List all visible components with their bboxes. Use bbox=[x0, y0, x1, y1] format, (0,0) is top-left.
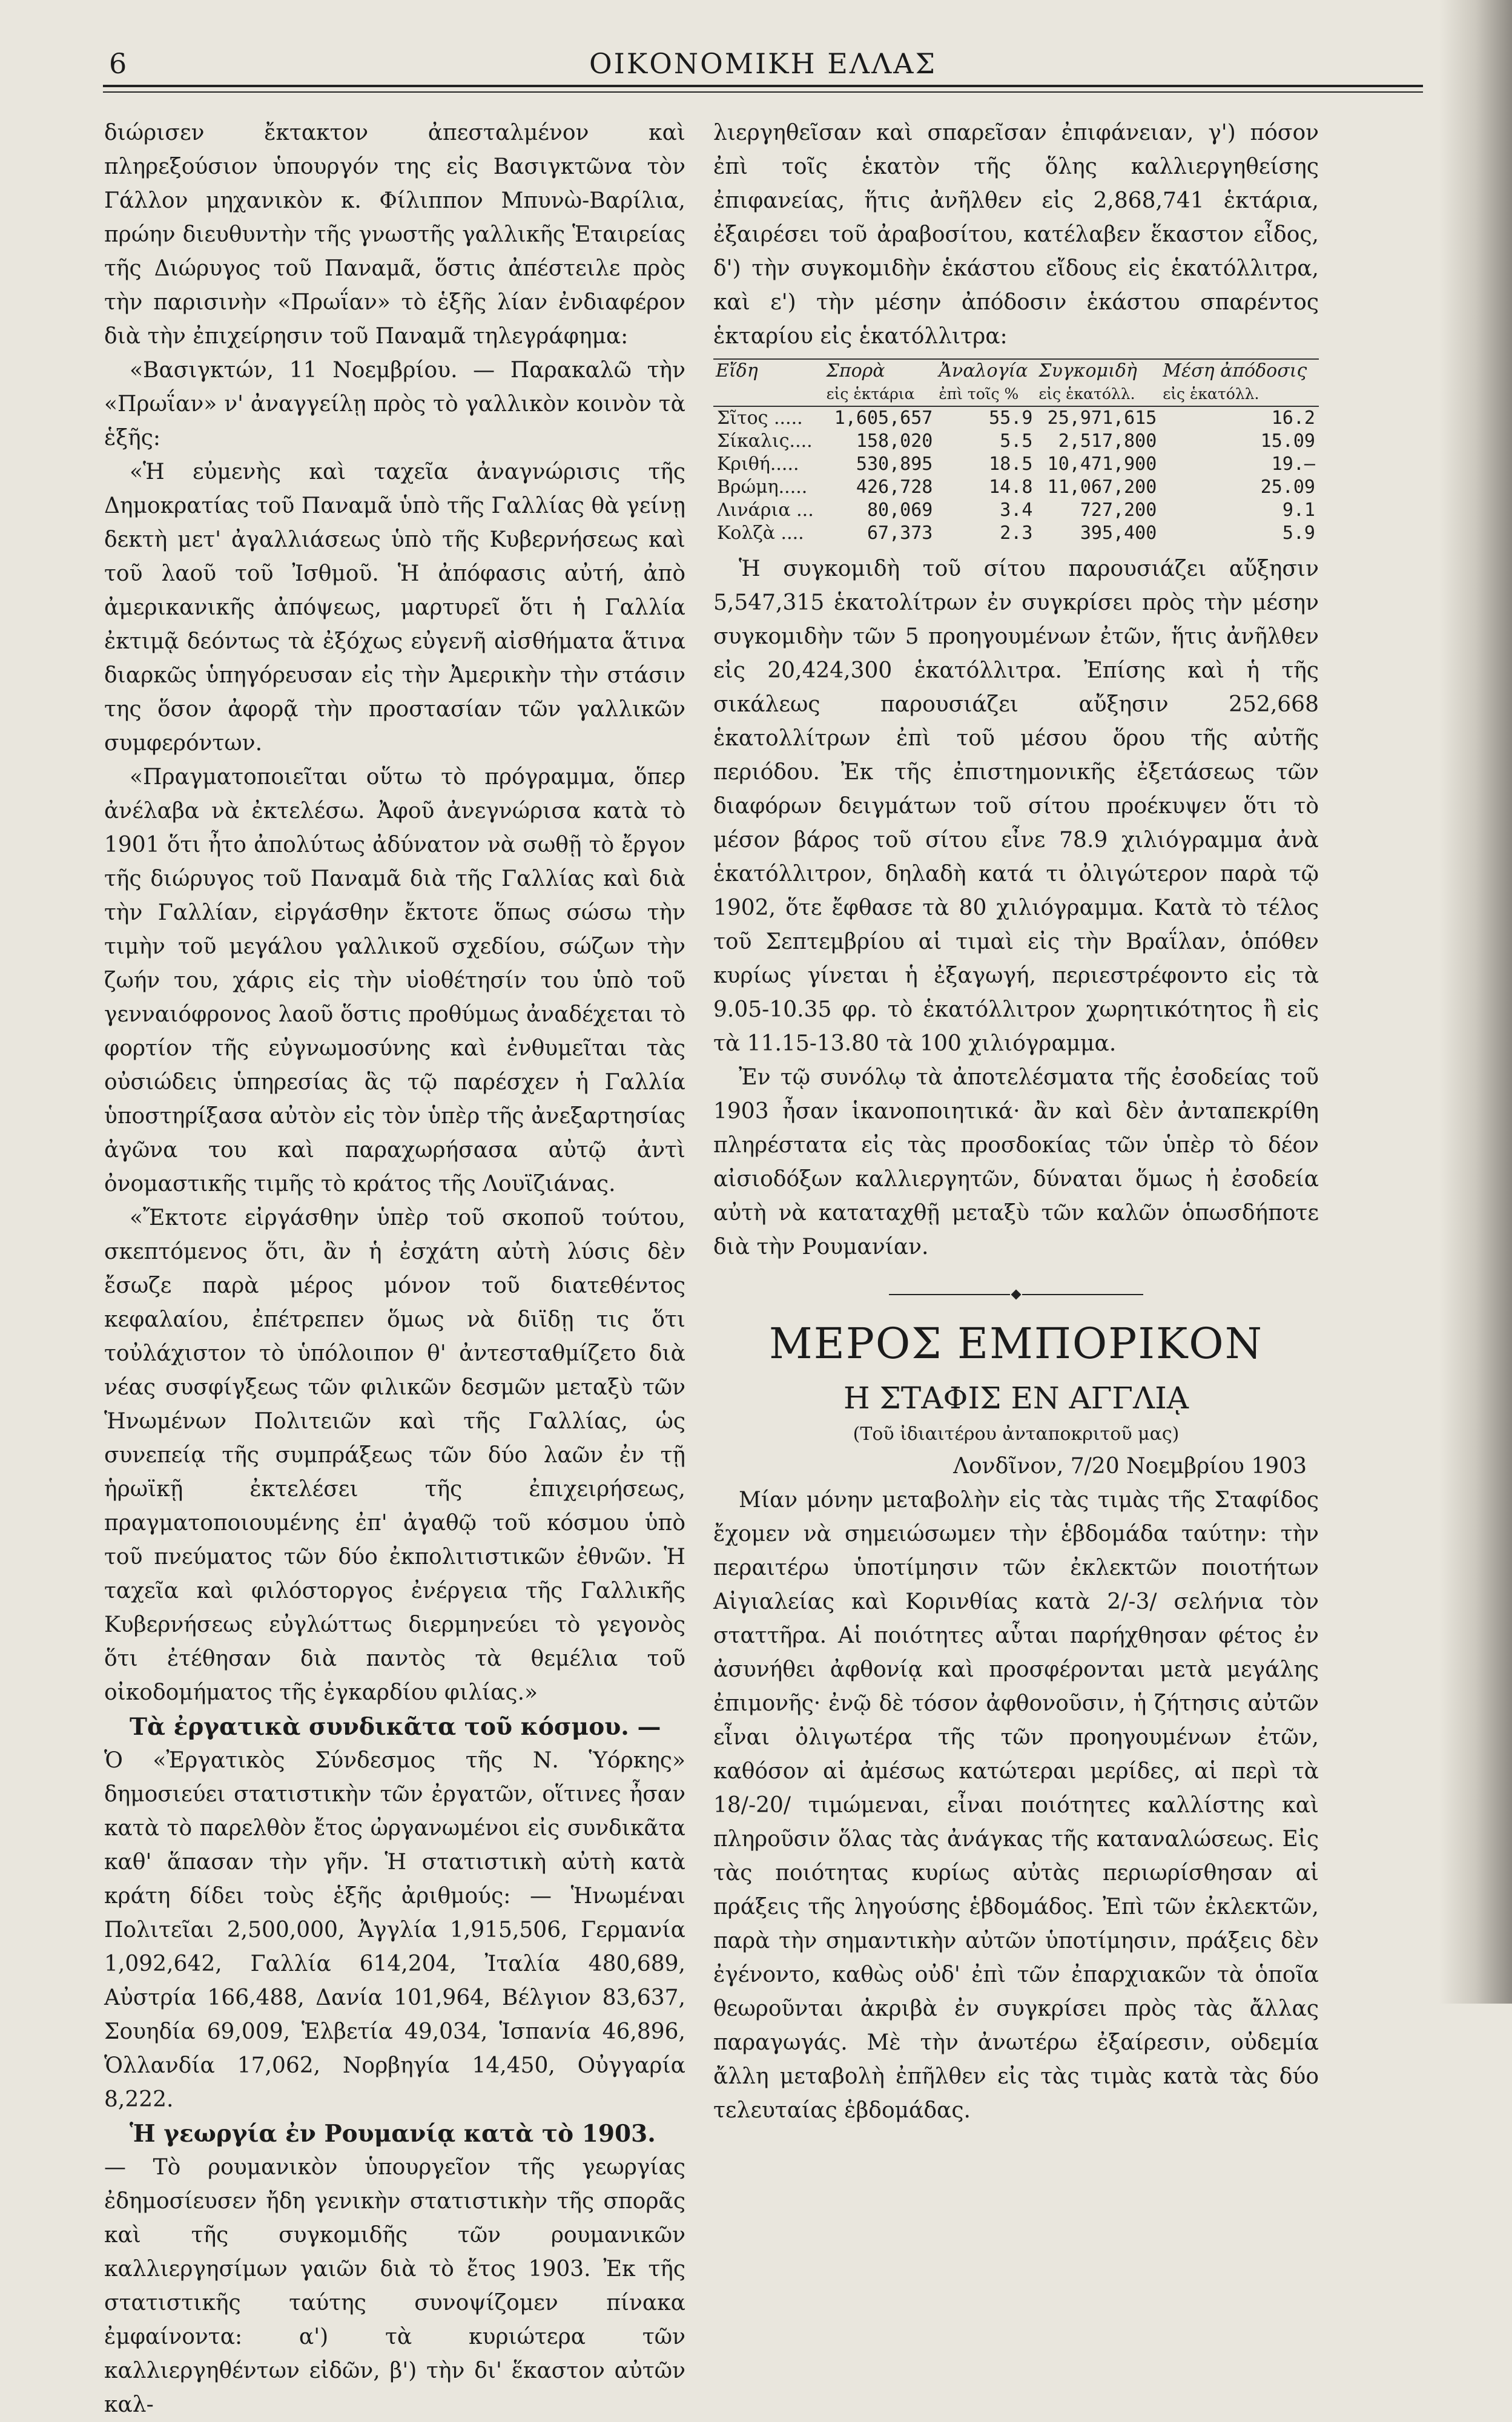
table-row bbox=[713, 499, 1319, 522]
table-cell: 18.5 bbox=[989, 454, 1033, 475]
article-heading: Ἡ γεωργία ἐν Ρουμανίᾳ κατὰ τὸ 1903. bbox=[130, 2120, 656, 2148]
paragraph: Ἐν τῷ συνόλῳ τὰ ἀποτελέσματα τῆς ἐσοδείας τοῦ 1903 ἦσαν ἱκανοποιητικά· ἂν καὶ δὲν ἀνταπεκρίθη πληρέστατα εἰς τὰς προσδοκίας τῶν ὑπὲρ τὸ δέον αἰσιοδόξων καλλιεργητῶν, δύναται ὅμως ἡ ἐσοδεία αὐτὴ νὰ καταταχθῇ μεταξὺ τῶν καλῶν ὁπωσδήποτε διὰ τὴν Ρουμανίαν. bbox=[713, 1065, 1319, 1259]
table-cell: 2,517,800 bbox=[1058, 431, 1157, 452]
left-column bbox=[104, 116, 685, 2422]
paragraph: «Βασιγκτών, 11 Νοεμβρίου. — Παρακαλῶ τὴν «Πρωΐαν» ν' ἀναγγείλῃ πρὸς τὸ γαλλικὸν κοινὸν τὰ ἑξῆς: bbox=[104, 358, 685, 450]
paragraph: Ὁ «Ἐργατικὸς Σύνδεσμος τῆς Ν. Ὑόρκης» δημοσιεύει στατιστικὴν τῶν ἐργατῶν, οἵτινες ἦσαν κατὰ τὸ παρελθὸν ἔτος ὠργανωμένοι εἰς συνδικᾶτα καθ' ἅπασαν τὴν γῆν. Ἡ στατιστικὴ αὐτὴ κατὰ κράτη δίδει τοὺς ἑξῆς ἀριθμούς: — Ἡνωμέναι Πολιτεῖαι 2,500,000, Ἀγγλία 1,915,506, Γερμανία 1,092,642, Γαλλία 614,204, Ἰταλία 480,689, Αὐστρία 166,488, Δανία 101,964, Βέλγιον 83,637, Σουηδία 69,009, Ἑλβετία 49,034, Ἱσπανία 46,896, Ὁλλανδία 17,062, Νορβηγία 14,450, Οὐγγαρία 8,222. bbox=[104, 1748, 685, 2112]
correspondent-note: (Τοῦ ἰδιαιτέρου ἀνταποκριτοῦ μας) bbox=[853, 1424, 1180, 1445]
table-unit: εἰς ἑκτάρια bbox=[824, 383, 937, 406]
table-cell: 16.2 bbox=[1271, 408, 1315, 429]
paragraph: Ἡ συγκομιδὴ τοῦ σίτου παρουσιάζει αὔξησιν 5,547,315 ἑκατολίτρων ἐν συγκρίσει πρὸς τὴν μέσην συγκομιδὴν τῶν 5 προηγουμένων ἐτῶν, ἥτις ἀνῆλθεν εἰς 20,424,300 ἑκατόλλιτρα. Ἐπίσης καὶ ἡ τῆς σικάλεως παρουσιάζει αὔξησιν 252,668 ἑκατολλίτρων ἐπὶ τοῦ μέσου ὅρου τῆς αὐτῆς περιόδου. Ἐκ τῆς ἐπιστημονικῆς ἐξετάσεως τῶν διαφόρων δειγμάτων τοῦ σίτου προέκυψεν ὅτι τὸ μέσον βάρος τοῦ σίτου εἶνε 78.9 χιλιόγραμμα ἀνὰ ἑκατόλλιτρον, δηλαδὴ κατά τι ὀλιγώτερον παρὰ τῷ 1902, ὅτε ἔφθασε τὰ 80 χιλιόγραμμα. Κατὰ τὸ τέλος τοῦ Σεπτεμβρίου αἱ τιμαὶ εἰς τὴν Βραΐλαν, ὁπόθεν κυρίως γίνεται ἡ ἐξαγωγή, περιεστρέφοντο εἰς τὰ 9.05-10.35 φρ. τὸ ἑκατόλλιτρον χωρητικότητος ἢ εἰς τὰ 11.15-13.80 τὰ 100 χιλιόγραμμα. bbox=[713, 556, 1319, 1056]
table-cell: 10,471,900 bbox=[1047, 454, 1157, 475]
table-cell: 25.09 bbox=[1260, 477, 1315, 498]
page-binding-shadow bbox=[1439, 0, 1512, 2004]
running-header bbox=[103, 36, 1423, 91]
paragraph: Μίαν μόνην μεταβολὴν εἰς τὰς τιμὰς τῆς Σταφίδος ἔχομεν νὰ σημειώσωμεν τὴν ἑβδομάδα ταύτην: τὴν περαιτέρω ὑποτίμησιν τῶν ἐκλεκτῶν ποιοτήτων Αἰγιαλείας καὶ Κορινθίας κατὰ 2/-3/ σελήνια τὸν σταττῆρα. Αἱ ποιότητες αὗται παρήχθησαν φέτος ἐν ἀσυνήθει ἀφθονίᾳ καὶ προσφέρονται μετὰ μεγάλης ἐπιμονῆς· ἐνῷ δὲ τόσον ἀφθονοῦσιν, ἡ ζήτησις αὐτῶν εἶναι ὀλιγωτέρα τῆς τῶν προηγουμένων ἐτῶν, καθόσον αἱ ἀμέσως κατώτεραι μερίδες, αἱ περὶ τὰ 18/-20/ τιμώμεναι, εἶναι ποιότητες καλλίστης καὶ πληροῦσιν ὅλας τὰς ἀνάγκας τῆς καταναλώσεως. Εἰς τὰς ποιότητας κυρίως αὐτὰς περιωρίσθησαν αἱ πράξεις τῆς ληγούσης ἑβδομάδος. Ἐπὶ τῶν ἐκλεκτῶν, παρὰ τὴν σημαντικὴν αὐτῶν ὑποτίμησιν, πράξεις δὲν ἐγένοντο, καθὼς οὐδ' ἐπὶ τῶν ἐπαρχιακῶν τὰ ὁποῖα θεωροῦνται ἀκριβὰ ἐν συγκρίσει πρὸς τὰς ἄλλας παραγωγάς. Μὲ τὴν ἀνωτέρω ἐξαίρεσιν, οὐδεμία ἄλλη μεταβολὴ ἐπῆλθεν εἰς τὰς τιμὰς κατὰ τὰς δύο τελευταίας ἑβδομάδας. bbox=[713, 1488, 1319, 2123]
table-row bbox=[713, 476, 1319, 499]
dateline: Λονδῖνον, 7/20 Νοεμβρίου 1903 bbox=[953, 1454, 1307, 1479]
table-header: Ἀναλογία bbox=[936, 359, 1036, 383]
right-column bbox=[713, 116, 1319, 2128]
paragraph: «Ἔκτοτε εἰργάσθην ὑπὲρ τοῦ σκοποῦ τούτου, σκεπτόμενος ὅτι, ἂν ἡ ἐσχάτη αὐτὴ λύσις δὲν ἔσωζε παρὰ μέρος μόνον τοῦ διατεθέντος κεφαλαίου, ἐπέτρεπεν ὅμως νὰ διϊδῃ τις ὅτι τοὐλάχιστον τὸ ὑπόλοιπον θ' ἀντεσταθμίζετο διὰ νέας συσφίγξεως τῶν φιλικῶν δεσμῶν μεταξὺ τῶν Ἡνωμένων Πολιτειῶν καὶ τῆς Γαλλίας, ὡς συνεπείᾳ τῆς συμπράξεως τῶν δύο λαῶν ἐν τῇ ἡρωϊκῇ ἐκτελέσει τῆς ἐπιχειρήσεως, πραγματοποιουμένης ἐπ' ἀγαθῷ τοῦ κόσμου ὑπὸ τοῦ πνεύματος τῶν δύο ἐκπολιτιστικῶν ἐθνῶν. Ἡ ταχεῖα καὶ φιλόστοργος ἐνέργεια τῆς Γαλλικῆς Κυβερνήσεως εὐγλώττως διερμηνεύει τὸ γεγονὸς ὅτι ἐτέθησαν διὰ παντὸς τὰ θεμέλια τοῦ οἰκοδομήματος τῆς ἐγκαρδίου φιλίας.» bbox=[104, 1206, 685, 1705]
crop-statistics-table bbox=[713, 358, 1319, 545]
table-cell: 25,971,615 bbox=[1047, 408, 1157, 429]
table-cell: Βρώμη..... bbox=[717, 477, 808, 498]
table-cell: 1,605,657 bbox=[834, 408, 933, 429]
paragraph: — Τὸ ρουμανικὸν ὑπουργεῖον τῆς γεωργίας ἐδημοσίευσεν ἤδη γενικὴν στατιστικὴν τῆς σπορᾶς καὶ τῆς συγκομιδῆς τῶν ρουμανικῶν καλλιεργησίμων γαιῶν διὰ τὸ ἔτος 1903. Ἐκ τῆς στατιστικῆς ταύτης συνοψίζομεν πίνακα ἐμφαίνοντα: α') τὰ κυριώτερα τῶν καλλιεργηθέντων εἰδῶν, β') τὴν δι' ἕκαστον αὐτῶν καλ- bbox=[104, 2155, 685, 2417]
table-header: Μέση ἀπόδοσις bbox=[1160, 359, 1319, 383]
section-title: ΜΕΡΟΣ ΕΜΠΟΡΙΚΟΝ bbox=[769, 1319, 1263, 1368]
paragraph: διώρισεν ἔκτακτον ἀπεσταλμένον καὶ πληρεξούσιον ὑπουργόν της εἰς Βασιγκτῶνα τὸν Γάλλον μηχανικὸν κ. Φίλιππον Μπυνὼ-Βαρίλια, πρώην διευθυντὴν τῆς γνωστῆς γαλλικῆς Ἑταιρείας τῆς Διώρυγος τοῦ Παναμᾶ, ὅστις ἀπέστειλε πρὸς τὴν παρισινὴν «Πρωΐαν» τὸ ἑξῆς λίαν ἐνδιαφέρον διὰ τὴν ἐπιχείρησιν τοῦ Παναμᾶ τηλεγράφημα: bbox=[104, 120, 685, 349]
table-cell: 3.4 bbox=[1000, 500, 1033, 521]
table-unit: εἰς ἑκατόλλ. bbox=[1036, 383, 1160, 406]
table-unit: ἐπὶ τοῖς % bbox=[936, 383, 1036, 406]
table-cell: 80,069 bbox=[867, 500, 933, 521]
table-cell: 55.9 bbox=[989, 408, 1033, 429]
table-header: Εἴδη bbox=[713, 359, 824, 383]
table-unit bbox=[713, 383, 824, 406]
table-cell: Σίκαλις.... bbox=[717, 431, 813, 452]
table-cell: 158,020 bbox=[856, 431, 933, 452]
table-row bbox=[713, 430, 1319, 453]
publication-title: ΟΙΚΟΝΟΜΙΚΗ ΕΛΛΑΣ bbox=[589, 47, 937, 80]
table-cell: Κριθή..... bbox=[717, 454, 799, 475]
table-cell: 2.3 bbox=[1000, 523, 1033, 544]
table-cell: 15.09 bbox=[1260, 431, 1315, 452]
paragraph: «Πραγματοποιεῖται οὕτω τὸ πρόγραμμα, ὅπερ ἀνέλαβα νὰ ἐκτελέσω. Ἀφοῦ ἀνεγνώρισα κατὰ τὸ 1901 ὅτι ἦτο ἀπολύτως ἀδύνατον νὰ σωθῇ τὸ ἔργον τῆς διώρυγος τοῦ Παναμᾶ διὰ τῆς Γαλλίας καὶ διὰ τὴν Γαλλίαν, εἰργάσθην ἔκτοτε ὅπως σώσω τὴν τιμὴν τοῦ μεγάλου γαλλικοῦ σχεδίου, σώζων τὴν ζωήν του, χάρις εἰς τὴν υἱοθέτησίν του ὑπὸ τοῦ γενναιόφρονος λαοῦ ὅστις προθύμως ἀναδέχεται τὸ φορτίον τῆς εὐγνωμοσύνης καὶ ἐνθυμεῖται τὰς οὐσιώδεις ὑπηρεσίας ἃς τῷ παρέσχεν ἡ Γαλλία ὑποστηρίξασα αὐτὸν εἰς τὸν ὑπὲρ τῆς ἀνεξαρτησίας ἀγῶνα του καὶ παραχωρήσασα αὐτῷ ἀντὶ ὀνομαστικῆς τιμῆς τὸ κράτος τῆς Λουϊζιάνας. bbox=[104, 765, 685, 1196]
article-title: Η ΣΤΑΦΙΣ ΕΝ ΑΓΓΛΙᾼ bbox=[843, 1381, 1189, 1416]
paragraph: λιεργηθεῖσαν καὶ σπαρεῖσαν ἐπιφάνειαν, γ') πόσον ἐπὶ τοῖς ἑκατὸν τῆς ὅλης καλλιεργηθείσης ἐπιφανείας, ἥτις ἀνῆλθεν εἰς 2,868,741 ἑκτάρια, ἐξαιρέσει τοῦ ἀραβοσίτου, κατέλαβεν ἕκαστον εἶδος, δ') τὴν συγκομιδὴν ἑκάστου εἴδους εἰς ἑκατόλλιτρα, καὶ ε') τὴν μέσην ἀπόδοσιν ἑκάστου σπαρέντος ἑκταρίου εἰς ἑκατόλλιτρα: bbox=[713, 120, 1319, 349]
table-cell: Λινάρια ... bbox=[717, 500, 814, 521]
table-cell: 727,200 bbox=[1080, 500, 1157, 521]
table-cell: 9.1 bbox=[1282, 500, 1315, 521]
table-cell: 5.5 bbox=[1000, 431, 1033, 452]
table-cell: 19.— bbox=[1271, 454, 1315, 475]
table-cell: Κολζὰ .... bbox=[717, 523, 804, 544]
table-row bbox=[713, 522, 1319, 545]
table-cell: 11,067,200 bbox=[1047, 477, 1157, 498]
header-rule bbox=[103, 85, 1423, 87]
table-row bbox=[713, 406, 1319, 430]
paragraph: «Ἡ εὐμενὴς καὶ ταχεῖα ἀναγνώρισις τῆς Δημοκρατίας τοῦ Παναμᾶ ὑπὸ τῆς Γαλλίας θὰ γείνῃ δεκτὴ μετ' ἀγαλλιάσεως ὑπὸ τῆς Κυβερνήσεως καὶ τοῦ λαοῦ τοῦ Ἰσθμοῦ. Ἡ ἀπόφασις αὐτή, ἀπὸ ἀμερικανικῆς ἀπόψεως, μαρτυρεῖ ὅτι ἡ Γαλλία ἐκτιμᾷ δεόντως τὰ ἐξόχως εὐγενῆ αἰσθήματα ἅτινα διαρκῶς ὑπηγόρευσαν εἰς τὴν Ἀμερικὴν τὴν στάσιν της ὅσον ἀφορᾷ τὴν προστασίαν τῶν γαλλικῶν συμφερόντων. bbox=[104, 460, 685, 756]
table-cell: 14.8 bbox=[989, 477, 1033, 498]
table-cell: 5.9 bbox=[1282, 523, 1315, 544]
table-row bbox=[713, 453, 1319, 476]
article-heading: Τὰ ἐργατικὰ συνδικᾶτα τοῦ κόσμου. — bbox=[130, 1713, 661, 1741]
table-cell: 67,373 bbox=[867, 523, 933, 544]
table-unit: εἰς ἑκατόλλ. bbox=[1160, 383, 1319, 406]
section-divider bbox=[713, 1291, 1319, 1298]
table-cell: 395,400 bbox=[1080, 523, 1157, 544]
table-cell: Σῖτος ..... bbox=[717, 408, 803, 429]
table-cell: 426,728 bbox=[856, 477, 933, 498]
table-cell: 530,895 bbox=[856, 454, 933, 475]
header-rule-thin bbox=[103, 91, 1423, 93]
table-header: Σπορὰ bbox=[824, 359, 937, 383]
page-number: 6 bbox=[109, 47, 127, 80]
table-header: Συγκομιδὴ bbox=[1036, 359, 1160, 383]
